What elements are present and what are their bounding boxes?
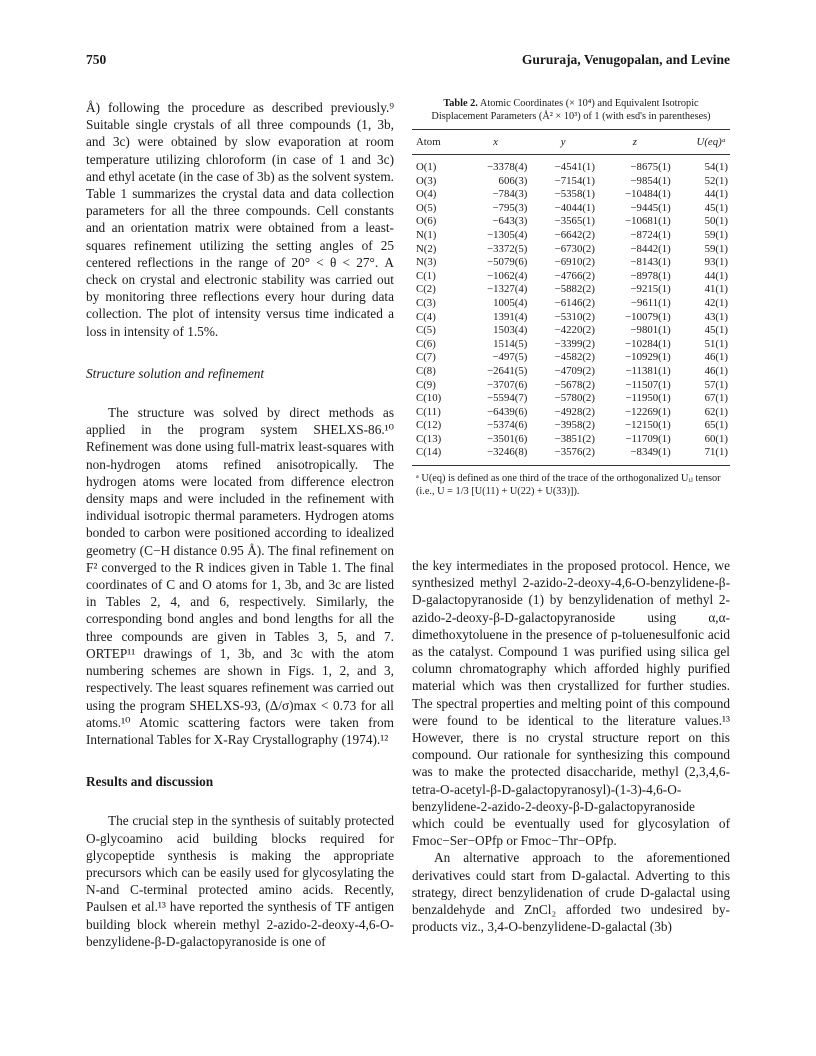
header-ueq: U(eq)ᵃ [673, 130, 730, 155]
cell-x: −2641(5) [487, 364, 528, 377]
cell-x: −3246(8) [462, 446, 530, 465]
coordinates-table [412, 129, 730, 466]
cell-z: −8349(1) [597, 446, 673, 465]
cell-y: −4220(2) [554, 324, 595, 337]
cell-z: −10079(1) [625, 310, 671, 323]
cell-y: −6730(2) [554, 242, 595, 255]
cell-y: −6642(2) [554, 228, 595, 241]
cell-ueq: 71(1) [673, 446, 730, 465]
cell-x: −795(3) [492, 201, 528, 214]
cell-z: −11381(1) [625, 364, 671, 377]
cell-y: −4766(2) [554, 269, 595, 282]
cell-atom: C(4) [416, 310, 436, 323]
cell-z: −9445(1) [630, 201, 671, 214]
cell-x: −5594(7) [487, 392, 528, 405]
cell-x: −1305(4) [487, 228, 528, 241]
left-column [86, 99, 394, 950]
cell-x: 1514(5) [493, 337, 528, 350]
cell-ueq: 67(1) [704, 392, 728, 405]
page-number: 750 [86, 52, 107, 67]
cell-atom: O(1) [416, 161, 437, 173]
cell-ueq: 52(1) [704, 174, 728, 187]
cell-y: −6146(2) [554, 296, 595, 309]
cell-atom: C(6) [416, 337, 436, 350]
cell-ueq: 50(1) [704, 215, 728, 228]
cell-z: −8143(1) [630, 256, 671, 269]
table-row [412, 351, 730, 365]
cell-atom: C(1) [416, 269, 436, 282]
table-row [412, 215, 730, 229]
cell-atom: N(3) [416, 256, 437, 269]
cell-y: −4541(1) [554, 161, 595, 173]
right-paragraph-2: An alternative approach to the aforementioned derivatives could start from D-galactal. Adverting to this strategy, direct benzylidenation of crude D-galactal using benzaldehyde and ZnCl₂ afforded two undesired by-products viz., 3,4-O-benzylidene-D-galactal (3b) [412, 850, 730, 935]
cell-z: −10929(1) [625, 351, 671, 364]
header-atom: Atom [412, 130, 462, 155]
cell-z: −8442(1) [630, 242, 671, 255]
table-row [412, 419, 730, 433]
cell-atom: O(6) [416, 215, 437, 228]
cell-ueq: 44(1) [704, 269, 728, 282]
cell-z: −9854(1) [630, 174, 671, 187]
cell-ueq: 59(1) [704, 242, 728, 255]
cell-atom: O(3) [416, 174, 437, 187]
cell-ueq: 54(1) [704, 161, 728, 173]
cell-ueq: 57(1) [704, 378, 728, 391]
cell-y: −4582(2) [554, 351, 595, 364]
table-row [412, 229, 730, 243]
table-row [412, 406, 730, 420]
cell-atom: C(9) [416, 378, 436, 391]
cell-z: −10484(1) [625, 188, 671, 201]
table-row [412, 365, 730, 379]
section-heading-structure: Structure solution and refinement [86, 365, 265, 381]
table-caption-text: Atomic Coordinates (× 10⁴) and Equivalent Isotropic Displacement Parameters (Å² × 10³) of 1 (with esd's in parentheses) [431, 98, 711, 122]
table-row [412, 446, 730, 465]
page-header [86, 52, 730, 72]
cell-y: −5358(1) [554, 188, 595, 201]
cell-y: −3851(2) [554, 432, 595, 445]
cell-x: −784(3) [492, 188, 528, 201]
table-row [412, 188, 730, 202]
cell-x: −3378(4) [487, 161, 528, 173]
cell-atom: C(10) [416, 392, 442, 405]
table-row [412, 155, 730, 175]
cell-x: −6439(6) [487, 405, 528, 418]
cell-atom: O(4) [416, 188, 437, 201]
cell-y: −4044(1) [554, 201, 595, 214]
cell-x: −497(5) [492, 351, 528, 364]
header-z: z [597, 130, 673, 155]
cell-y: −4709(2) [554, 364, 595, 377]
cell-x: −3501(6) [487, 432, 528, 445]
cell-x: −5374(6) [487, 419, 528, 432]
table-footnote: ᵃ U(eq) is defined as one third of the trace of the orthogonalized Uᵢⱼ tensor (i.e., U = 1/3 [U(11) + U(22) + U(33)]). [416, 473, 721, 498]
table-row [412, 311, 730, 325]
cell-y: −3399(2) [554, 337, 595, 350]
table-row [412, 433, 730, 447]
cell-ueq: 62(1) [704, 405, 728, 418]
cell-ueq: 60(1) [704, 432, 728, 445]
table-row [412, 202, 730, 216]
table-row [412, 256, 730, 270]
cell-ueq: 45(1) [704, 324, 728, 337]
cell-atom: C(12) [416, 419, 442, 432]
table-2 [412, 97, 730, 498]
cell-y: −5310(2) [554, 310, 595, 323]
section-heading-results: Results and discussion [86, 774, 214, 790]
cell-z: −10681(1) [625, 215, 671, 228]
table-header-row [412, 130, 730, 155]
cell-ueq: 42(1) [704, 296, 728, 309]
cell-y: −3576(2) [529, 446, 597, 465]
cell-z: −11507(1) [625, 378, 671, 391]
cell-z: −12269(1) [625, 405, 671, 418]
cell-ueq: 59(1) [704, 228, 728, 241]
cell-ueq: 51(1) [704, 337, 728, 350]
cell-x: −3372(5) [487, 242, 528, 255]
table-row [412, 297, 730, 311]
cell-atom: C(2) [416, 283, 436, 296]
cell-z: −12150(1) [625, 419, 671, 432]
cell-x: −5079(6) [487, 256, 528, 269]
cell-atom: N(2) [416, 242, 437, 255]
cell-atom: O(5) [416, 201, 437, 214]
cell-x: 1503(4) [493, 324, 528, 337]
header-y: y [529, 130, 597, 155]
cell-z: −8724(1) [630, 228, 671, 241]
cell-x: 1391(4) [493, 310, 528, 323]
table-row [412, 175, 730, 189]
cell-atom: C(3) [416, 296, 436, 309]
cell-atom: C(7) [416, 351, 436, 364]
cell-ueq: 93(1) [704, 256, 728, 269]
cell-ueq: 45(1) [704, 201, 728, 214]
cell-z: −9215(1) [630, 283, 671, 296]
cell-z: −8978(1) [630, 269, 671, 282]
table-caption-label: Table 2. [443, 98, 478, 109]
cell-ueq: 46(1) [704, 364, 728, 377]
cell-y: −3565(1) [554, 215, 595, 228]
cell-y: −5780(2) [554, 392, 595, 405]
cell-ueq: 65(1) [704, 419, 728, 432]
left-paragraph-3: The crucial step in the synthesis of suitably protected O-glycoamino acid building blocks required for glycopeptide synthesis is making the appropriate precursors which can be easily used for glycosylating the N-and C-terminal protected amino acids. Recently, Paulsen et al.¹³ have reported the synthesis of TF antigen building block wherein methyl 2-azido-2-deoxy-4,6-O-benzylidene-β-D-galactopyranoside is one of [86, 813, 394, 949]
table-row [412, 324, 730, 338]
cell-y: −3958(2) [554, 419, 595, 432]
table-row [412, 270, 730, 284]
cell-x: 606(3) [498, 174, 528, 187]
table-row [412, 379, 730, 393]
header-x: x [462, 130, 530, 155]
table-caption [412, 97, 730, 123]
cell-z: −11950(1) [625, 392, 671, 405]
cell-ueq: 43(1) [704, 310, 728, 323]
right-paragraph-1: the key intermediates in the proposed protocol. Hence, we synthesized methyl 2-azido-2-deoxy-4,6-O-benzylidene-β-D-galactopyranoside (1) by benzylidenation of methyl 2-azido-2-deoxy-β-D-galactopyranoside using α,α-dimethoxytoluene in the presence of p-toluenesulfonic acid as the catalyst. Compound 1 was purified using silica gel column chromatography which afforded highly purified material which was then crystallized for further studies. The spectral properties and melting point of this compound were found to be identical to the literature values.¹³ However, there is no crystal structure report on this compound. Our rationale for synthesizing this compound was to make the protected disaccharide, methyl (2,3,4,6-tetra-O-acetyl-β-D-galactopyranosyl)-(1-3)-4,6-O-benzylidene-2-azido-2-deoxy-β-D-galactopyranoside which could be eventually used for glycosylation of Fmoc−Ser−OPfp or Fmoc−Thr−OPfp. [412, 558, 730, 849]
cell-y: −4928(2) [554, 405, 595, 418]
cell-x: −1327(4) [487, 283, 528, 296]
cell-y: −5678(2) [554, 378, 595, 391]
cell-y: −5882(2) [554, 283, 595, 296]
cell-atom: C(13) [416, 432, 442, 445]
cell-x: −3707(6) [487, 378, 528, 391]
table-row [412, 392, 730, 406]
cell-atom: C(14) [412, 446, 462, 465]
cell-atom: C(11) [416, 405, 441, 418]
running-title: Gururaja, Venugopalan, and Levine [521, 52, 730, 67]
left-paragraph-1: Å) following the procedure as described previously.⁹ Suitable single crystals of all three compounds (1, 3b, and 3c) were obtained by slow evaporation at room temperature utilizing chloroform (in case of 1 and 3c) and ethyl acetate (in the case of 3b) as the solvent system. Table 1 summarizes the crystal data and data collection parameters for all the three compounds. Cell constants and an orientation matrix were obtained from a least-squares refinement utilizing the setting angles of 25 centered reflections in the range of 20° < θ < 27°. A check on crystal and electronic stability was carried out by monitoring three reflections every hour during data collection. The plot of intensity versus time indicated a loss in intensity of 1.5%. [86, 100, 394, 339]
cell-atom: C(5) [416, 324, 436, 337]
cell-ueq: 41(1) [704, 283, 728, 296]
cell-z: −9801(1) [630, 324, 671, 337]
cell-y: −7154(1) [554, 174, 595, 187]
right-column [412, 557, 730, 935]
cell-y: −6910(2) [554, 256, 595, 269]
cell-ueq: 46(1) [704, 351, 728, 364]
cell-ueq: 44(1) [704, 188, 728, 201]
cell-x: 1005(4) [493, 296, 528, 309]
cell-z: −8675(1) [630, 161, 671, 173]
cell-z: −11709(1) [625, 432, 671, 445]
cell-atom: N(1) [416, 228, 437, 241]
table-row [412, 243, 730, 257]
cell-z: −9611(1) [630, 296, 671, 309]
cell-x: −1062(4) [487, 269, 528, 282]
cell-atom: C(8) [416, 364, 436, 377]
table-row [412, 283, 730, 297]
cell-x: −643(3) [492, 215, 528, 228]
table-row [412, 338, 730, 352]
left-paragraph-2: The structure was solved by direct methods as applied in the program system SHELXS-86.¹⁰ Refinement was done using full-matrix least-squares with non-hydrogen atoms refined anisotropically. The hydrogen atoms were located from difference electron density maps and were included in the refinement with individual isotropic thermal parameters. Hydrogen atoms bonded to carbon were positioned according to idealized geometry (C−H distance 0.95 Å). The final refinement on F² converged to the R indices given in Table 1. The final coordinates of C and O atoms for 1, 3b, and 3c are listed in Tables 2, 4, and 6, respectively. Similarly, the corresponding bond angles and bond lengths for all the three compounds are given in Tables 3, 5, and 7. ORTEP¹¹ drawings of 1, 3b, and 3c with the atom numbering schemes are shown in Figs. 1, 2, and 3, respectively. The least squares refinement was carried out using the program SHELXS-93, (Δ/σ)max < 0.73 for all atoms.¹⁰ Atomic scattering factors were taken from International Tables for X-Ray Crystallography (1974).¹² [86, 405, 394, 747]
table-body [412, 155, 730, 466]
cell-z: −10284(1) [625, 337, 671, 350]
